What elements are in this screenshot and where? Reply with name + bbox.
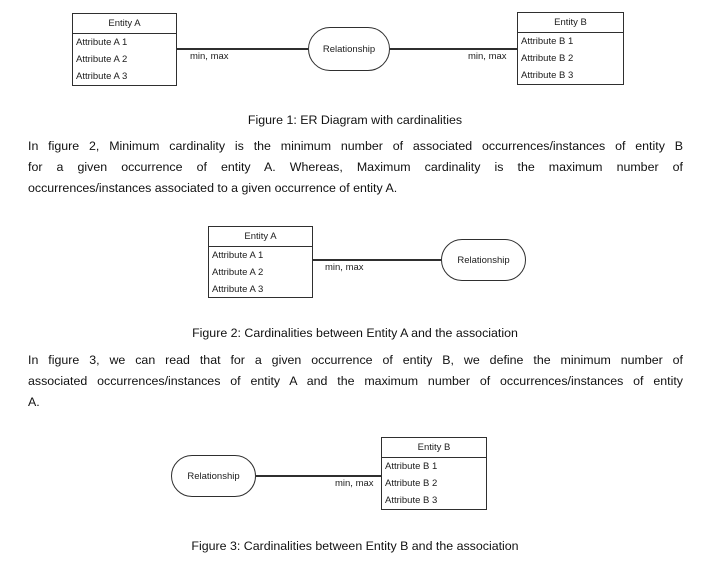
entity-box-a xyxy=(72,13,177,86)
relationship-oval: Relationship xyxy=(171,455,256,497)
paragraph-line: A. xyxy=(28,395,40,409)
entity-box-b xyxy=(381,437,487,510)
attribute-row: Attribute A 1 xyxy=(76,37,128,48)
paragraph-2 xyxy=(28,350,683,413)
paragraph-line: for a given occurrence of entity A. Whereas, Maximum cardinality is the maximum number of xyxy=(28,160,683,174)
relationship-oval: Relationship xyxy=(441,239,526,281)
paragraph-line: occurrences/instances associated to a given occurrence of entity A. xyxy=(28,181,398,195)
attribute-row: Attribute A 1 xyxy=(212,250,264,261)
attribute-row: Attribute A 2 xyxy=(76,54,128,65)
attribute-row: Attribute B 2 xyxy=(385,478,438,489)
attribute-row: Attribute B 1 xyxy=(385,461,438,472)
attribute-row: Attribute B 3 xyxy=(385,495,438,506)
paragraph-line: In figure 2, Minimum cardinality is the minimum number of associated occurrences/instances of entity B xyxy=(28,139,683,153)
attribute-row: Attribute B 2 xyxy=(521,53,574,64)
entity-title: Entity B xyxy=(382,438,486,458)
figure-2-caption: Figure 2: Cardinalities between Entity A and the association xyxy=(192,326,518,340)
relationship-oval: Relationship xyxy=(308,27,390,71)
entity-box-a xyxy=(208,226,313,298)
paragraph-line: associated occurrences/instances of entity A and the maximum number of occurrences/instances of entity xyxy=(28,374,683,388)
entity-title: Entity B xyxy=(518,13,623,33)
entity-box-b xyxy=(517,12,624,85)
attribute-row: Attribute B 3 xyxy=(521,70,574,81)
entity-title: Entity A xyxy=(209,227,312,247)
cardinality-label: min, max xyxy=(335,478,374,489)
attribute-row: Attribute B 1 xyxy=(521,36,574,47)
entity-title: Entity A xyxy=(73,14,176,34)
connector-line xyxy=(256,475,381,477)
connector-line xyxy=(390,48,517,50)
connector-line xyxy=(313,259,441,261)
attribute-row: Attribute A 3 xyxy=(212,284,264,295)
paragraph-1 xyxy=(28,136,683,199)
connector-line xyxy=(177,48,308,50)
cardinality-label: min, max xyxy=(190,51,229,62)
cardinality-label: min, max xyxy=(468,51,507,62)
figure-1-caption: Figure 1: ER Diagram with cardinalities xyxy=(247,113,463,127)
figure-3-caption: Figure 3: Cardinalities between Entity B and the association xyxy=(191,539,519,553)
attribute-row: Attribute A 2 xyxy=(212,267,264,278)
attribute-row: Attribute A 3 xyxy=(76,71,128,82)
cardinality-label: min, max xyxy=(325,262,364,273)
paragraph-line: In figure 3, we can read that for a given occurrence of entity B, we define the minimum number of xyxy=(28,353,683,367)
